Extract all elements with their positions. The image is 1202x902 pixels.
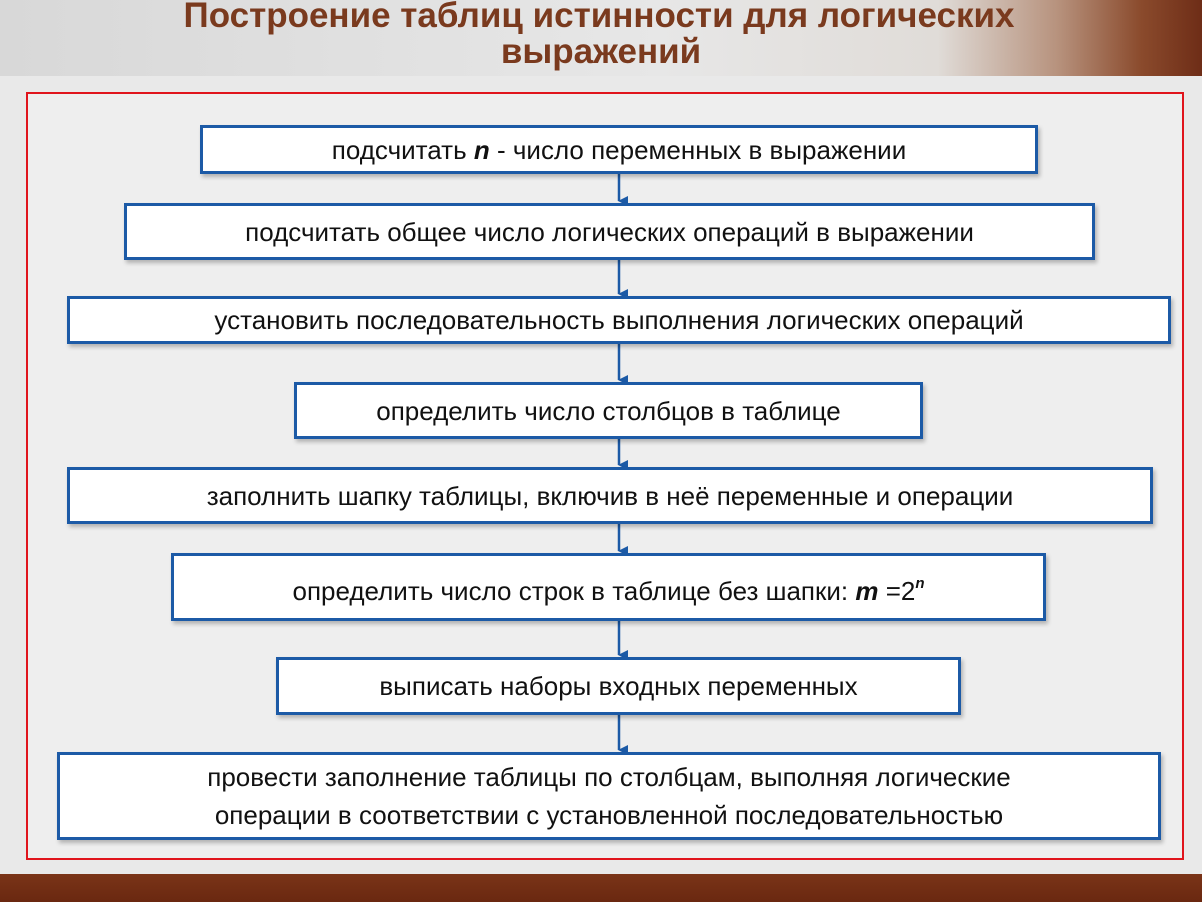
formula-text: =2 [878, 575, 916, 606]
step-text: установить последовательность выполнения логических операций [214, 305, 1024, 335]
variable-n: n [473, 134, 490, 165]
step-operation-order [67, 296, 1171, 344]
step-text: определить число столбцов в таблице [376, 395, 841, 426]
step-text-after: - число переменных в выражении [489, 134, 907, 165]
step-text [332, 131, 906, 169]
step-fill-header [67, 467, 1153, 524]
step-text: выписать наборы входных переменных [379, 671, 858, 701]
page-title-line-1: Построение таблиц истинности для логических [183, 0, 1015, 35]
step-fill-table [57, 752, 1161, 840]
step-text: заполнить шапку таблицы, включив в неё переменные и операции [206, 480, 1014, 511]
variable-m: m [855, 575, 879, 606]
step-row-count [171, 553, 1046, 621]
step-input-sets [276, 657, 961, 715]
step-text [292, 565, 924, 610]
step-text [207, 758, 1011, 834]
exponent-n: n [915, 574, 925, 592]
step-text-line-1: провести заполнение таблицы по столбцам, выполняя логические [207, 762, 1011, 792]
step-count-variables [200, 125, 1038, 174]
step-text-before: подсчитать [331, 134, 474, 165]
footer-band [0, 874, 1202, 902]
step-column-count [294, 382, 923, 439]
step-text-before: определить число строк в таблице без шапки: [292, 575, 856, 606]
step-count-operations [124, 203, 1095, 260]
step-text: подсчитать общее число логических операций в выражении [245, 216, 974, 247]
step-text-line-2: операции в соответствии с установленной последовательностью [214, 800, 1004, 830]
page-title-line-2: выражений [500, 32, 702, 71]
page-title [0, 0, 1202, 76]
